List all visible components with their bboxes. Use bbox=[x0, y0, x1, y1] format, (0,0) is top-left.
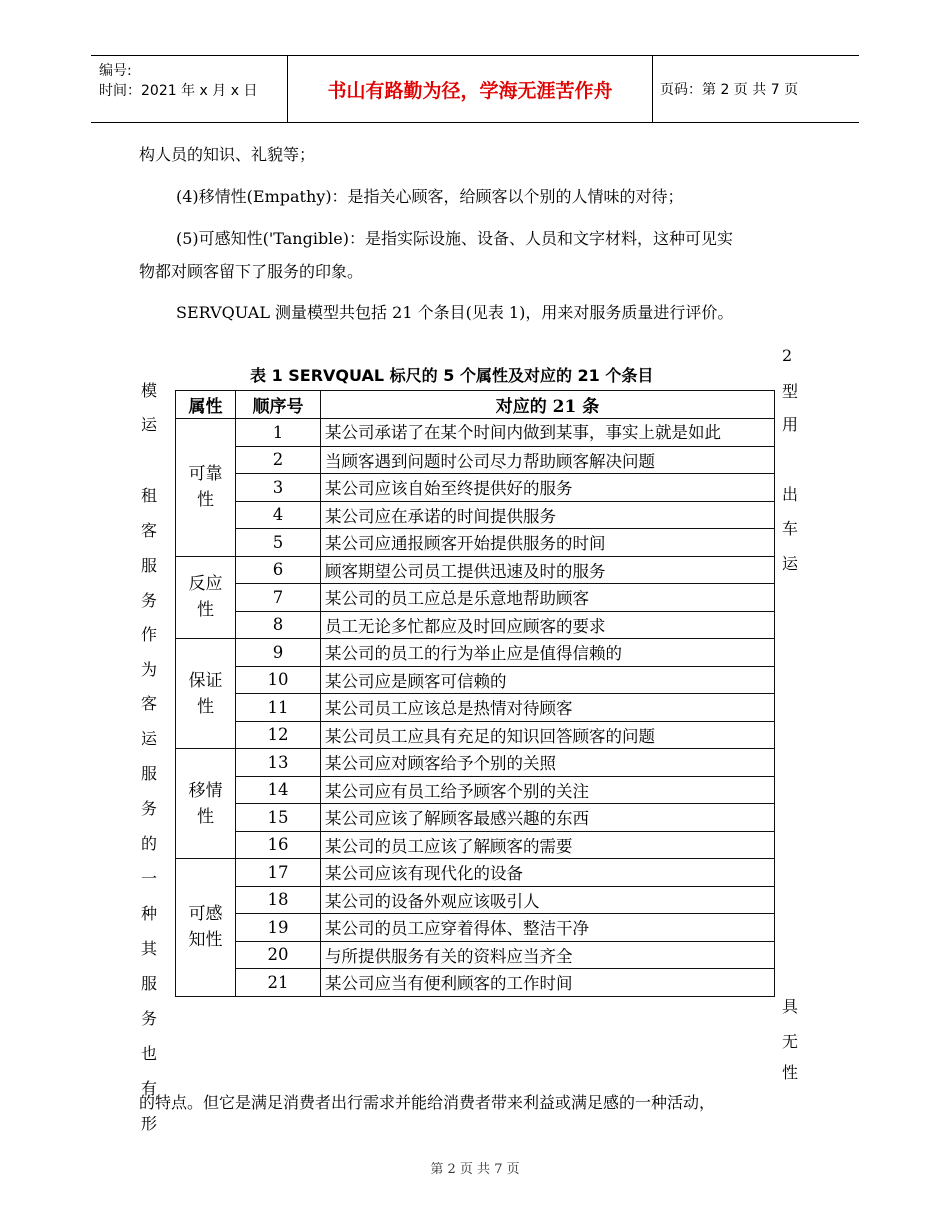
row-number: 15 bbox=[236, 804, 321, 832]
table-row bbox=[176, 941, 775, 969]
row-item: 某公司承诺了在某个时间内做到某事，事实上就是如此 bbox=[321, 418, 775, 446]
paragraph-tangible-line2: 物都对顾客留下了服务的印象。 bbox=[139, 262, 364, 281]
paragraph-tangible-line1: (5)可感知性('Tangible)：是指实际设施、设备、人员和文字材料，这种可见实 bbox=[176, 229, 734, 248]
table-header-row bbox=[176, 391, 775, 419]
header-motto: 书山有路勤为径，学海无涯苦作舟 bbox=[287, 56, 653, 122]
attribute-tangibles: 可感 知性 bbox=[176, 859, 236, 997]
table-row bbox=[176, 501, 775, 529]
row-number: 18 bbox=[236, 886, 321, 914]
margin-char: 模 bbox=[141, 381, 158, 400]
header-order-number: 顺序号 bbox=[236, 391, 321, 419]
row-number: 5 bbox=[236, 529, 321, 557]
row-number: 10 bbox=[236, 666, 321, 694]
row-number: 12 bbox=[236, 721, 321, 749]
margin-char: 务 bbox=[141, 591, 158, 610]
margin-char: 为 bbox=[141, 660, 158, 679]
header-page-indicator: 页码：第 2 页 共 7 页 bbox=[660, 82, 799, 98]
row-number: 1 bbox=[236, 418, 321, 446]
table-title: 表 1 SERVQUAL 标尺的 5 个属性及对应的 21 个条目 bbox=[250, 366, 654, 385]
page-footer: 第 2 页 共 7 页 bbox=[430, 1162, 520, 1177]
margin-char: 一 bbox=[141, 869, 158, 888]
row-number: 13 bbox=[236, 749, 321, 777]
row-item: 某公司应在承诺的时间提供服务 bbox=[321, 501, 775, 529]
row-number: 6 bbox=[236, 556, 321, 584]
table-row bbox=[176, 749, 775, 777]
row-number: 8 bbox=[236, 611, 321, 639]
table-row bbox=[176, 721, 775, 749]
attribute-reliability: 可靠 性 bbox=[176, 418, 236, 556]
row-item: 员工无论多忙都应及时回应顾客的要求 bbox=[321, 611, 775, 639]
row-number: 19 bbox=[236, 914, 321, 942]
row-item: 某公司的设备外观应该吸引人 bbox=[321, 886, 775, 914]
table-row bbox=[176, 474, 775, 502]
margin-char: 租 bbox=[141, 486, 158, 505]
row-item: 某公司应对顾客给予个别的关照 bbox=[321, 749, 775, 777]
margin-char: 出 bbox=[782, 485, 799, 504]
margin-char: 作 bbox=[141, 625, 158, 644]
row-item: 某公司应通报顾客开始提供服务的时间 bbox=[321, 529, 775, 557]
table-row bbox=[176, 969, 775, 997]
row-number: 3 bbox=[236, 474, 321, 502]
margin-char: 也 bbox=[141, 1044, 158, 1063]
table-row bbox=[176, 666, 775, 694]
servqual-table bbox=[175, 390, 775, 997]
table-row bbox=[176, 859, 775, 887]
paragraph-final-line: 的特点。但它是满足消费者出行需求并能给消费者带来利益或满足感的一种活动， bbox=[139, 1093, 716, 1112]
row-number: 16 bbox=[236, 831, 321, 859]
header-left bbox=[91, 56, 287, 122]
table-row bbox=[176, 914, 775, 942]
row-item: 某公司应当有便利顾客的工作时间 bbox=[321, 969, 775, 997]
row-item: 某公司员工应该总是热情对待顾客 bbox=[321, 694, 775, 722]
row-number: 2 bbox=[236, 446, 321, 474]
row-item: 某公司的员工应该了解顾客的需要 bbox=[321, 831, 775, 859]
margin-char: 其 bbox=[141, 939, 158, 958]
row-item: 顾客期望公司员工提供迅速及时的服务 bbox=[321, 556, 775, 584]
paragraph-continuation: 构人员的知识、礼貌等； bbox=[139, 145, 316, 164]
margin-char: 的 bbox=[141, 834, 158, 853]
table-row bbox=[176, 529, 775, 557]
table-row bbox=[176, 446, 775, 474]
row-number: 4 bbox=[236, 501, 321, 529]
row-item: 某公司的员工的行为举止应是值得信赖的 bbox=[321, 639, 775, 667]
margin-char: 用 bbox=[782, 415, 799, 434]
attribute-assurance: 保证 性 bbox=[176, 639, 236, 749]
table-row bbox=[176, 639, 775, 667]
margin-char: 形 bbox=[141, 1114, 158, 1133]
table-row bbox=[176, 886, 775, 914]
margin-char: 服 bbox=[141, 974, 158, 993]
table-row bbox=[176, 556, 775, 584]
paragraph-empathy: (4)移情性(Empathy)：是指关心顾客，给顾客以个别的人情味的对待； bbox=[176, 187, 684, 206]
row-item: 某公司应该了解顾客最感兴趣的东西 bbox=[321, 804, 775, 832]
row-item: 某公司的员工应总是乐意地帮助顾客 bbox=[321, 584, 775, 612]
margin-char: 2 bbox=[782, 346, 793, 365]
paragraph-servqual-intro: SERVQUAL 测量模型共包括 21 个条目(见表 1)，用来对服务质量进行评价。 bbox=[176, 303, 734, 322]
row-number: 20 bbox=[236, 941, 321, 969]
margin-char: 车 bbox=[782, 519, 799, 538]
table-row bbox=[176, 611, 775, 639]
margin-char: 具 bbox=[782, 997, 799, 1016]
row-item: 某公司员工应具有充足的知识回答顾客的问题 bbox=[321, 721, 775, 749]
margin-char: 性 bbox=[782, 1063, 799, 1082]
margin-char: 运 bbox=[141, 729, 158, 748]
margin-char: 型 bbox=[782, 382, 799, 401]
page-header bbox=[91, 55, 859, 123]
margin-char: 有 bbox=[141, 1079, 158, 1098]
document-time-label: 时间：2021 年 x 月 x 日 bbox=[99, 83, 258, 99]
attribute-empathy: 移情 性 bbox=[176, 749, 236, 859]
margin-char: 运 bbox=[141, 415, 158, 434]
header-items: 对应的 21 条 bbox=[321, 391, 775, 419]
document-number-label: 编号: bbox=[99, 63, 132, 79]
row-number: 11 bbox=[236, 694, 321, 722]
table-row bbox=[176, 804, 775, 832]
attribute-responsiveness: 反应 性 bbox=[176, 556, 236, 639]
margin-char: 务 bbox=[141, 1009, 158, 1028]
table-row bbox=[176, 694, 775, 722]
margin-char: 客 bbox=[141, 521, 158, 540]
margin-char: 服 bbox=[141, 764, 158, 783]
margin-char: 运 bbox=[782, 554, 799, 573]
row-number: 21 bbox=[236, 969, 321, 997]
row-number: 17 bbox=[236, 859, 321, 887]
row-number: 9 bbox=[236, 639, 321, 667]
row-number: 14 bbox=[236, 776, 321, 804]
table-row bbox=[176, 776, 775, 804]
row-item: 某公司应有员工给予顾客个别的关注 bbox=[321, 776, 775, 804]
margin-char: 务 bbox=[141, 799, 158, 818]
row-item: 某公司应是顾客可信赖的 bbox=[321, 666, 775, 694]
table-row bbox=[176, 831, 775, 859]
table-row bbox=[176, 584, 775, 612]
margin-char: 无 bbox=[782, 1032, 799, 1051]
margin-char: 服 bbox=[141, 556, 158, 575]
row-item: 某公司应该有现代化的设备 bbox=[321, 859, 775, 887]
row-number: 7 bbox=[236, 584, 321, 612]
margin-char: 种 bbox=[141, 904, 158, 923]
row-item: 某公司应该自始至终提供好的服务 bbox=[321, 474, 775, 502]
margin-char: 客 bbox=[141, 694, 158, 713]
row-item: 与所提供服务有关的资料应当齐全 bbox=[321, 941, 775, 969]
scanned-table-figure bbox=[135, 345, 845, 1080]
row-item: 当顾客遇到问题时公司尽力帮助顾客解决问题 bbox=[321, 446, 775, 474]
header-attribute: 属性 bbox=[176, 391, 236, 419]
row-item: 某公司的员工应穿着得体、整洁干净 bbox=[321, 914, 775, 942]
